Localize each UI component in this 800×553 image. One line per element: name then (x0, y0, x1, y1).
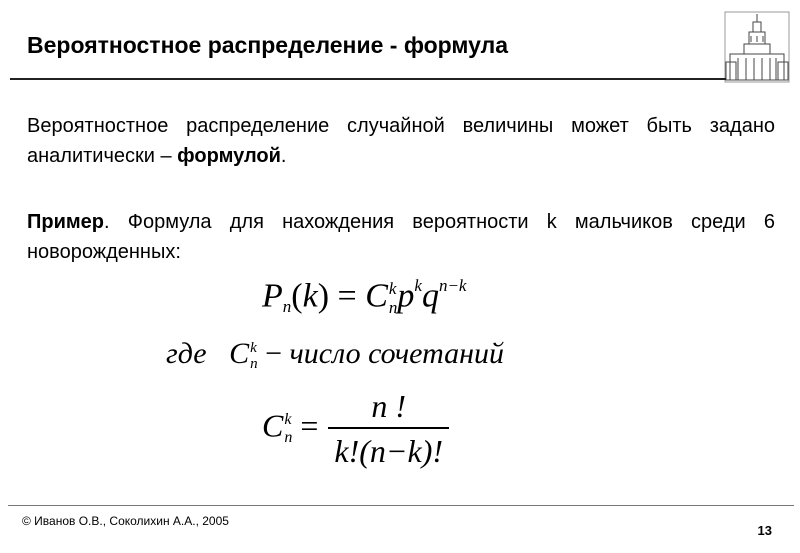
fraction-denominator: k!(n−k)! (334, 433, 444, 469)
formula-superscript: k (388, 278, 397, 298)
formula-symbol: p (397, 277, 415, 315)
example-label: Пример (27, 211, 105, 233)
paragraph-text: Вероятностное распределение случайной величины может быть задано аналитически – (27, 115, 775, 167)
formula-subscript: n (250, 356, 258, 373)
university-building-icon (722, 10, 792, 84)
formula-dash: − (265, 337, 282, 370)
formula-symbol: C (229, 337, 250, 370)
fraction-numerator: n ! (328, 388, 449, 429)
formula-fraction (328, 388, 449, 470)
formula-symbol: C (262, 407, 284, 444)
formula-bernoulli (262, 276, 466, 317)
formula-superscript: k (414, 276, 422, 295)
slide-title: Вероятностное распределение - формула (27, 32, 509, 58)
title-underline (10, 78, 726, 80)
footer-rule (8, 505, 794, 506)
page-number: 13 (757, 523, 772, 538)
formula-subscript: n (284, 429, 293, 446)
formula-where-combinations (166, 337, 504, 373)
formula-paren: ( (291, 277, 303, 315)
paragraph-bold-term: формулой (177, 145, 281, 167)
formula-symbol: q (421, 277, 439, 315)
formula-symbol: C (365, 277, 388, 315)
example-text: . Формула для нахождения вероятности k мальчиков среди 6 новорожденных: (27, 211, 775, 263)
formula-equals: = (337, 277, 357, 315)
formula-subscript: n (282, 297, 292, 317)
formula-word: число сочетаний (289, 337, 505, 370)
paragraph-example (27, 207, 775, 267)
formula-paren: ) (317, 277, 330, 315)
formula-superscript: k (250, 339, 257, 356)
formula-symbol: P (262, 277, 283, 315)
formula-subscript: n (388, 297, 398, 317)
paragraph-definition (27, 111, 775, 171)
formula-combinations (262, 388, 449, 470)
formula-superscript: n−k (438, 276, 467, 295)
formula-word: где (166, 337, 207, 370)
formula-equals: = (300, 407, 319, 444)
footer-copyright: © Иванов О.В., Соколихин А.А., 2005 (22, 514, 229, 528)
paragraph-punct: . (280, 145, 287, 167)
formula-superscript: k (284, 411, 292, 429)
formula-symbol: k (302, 277, 318, 315)
